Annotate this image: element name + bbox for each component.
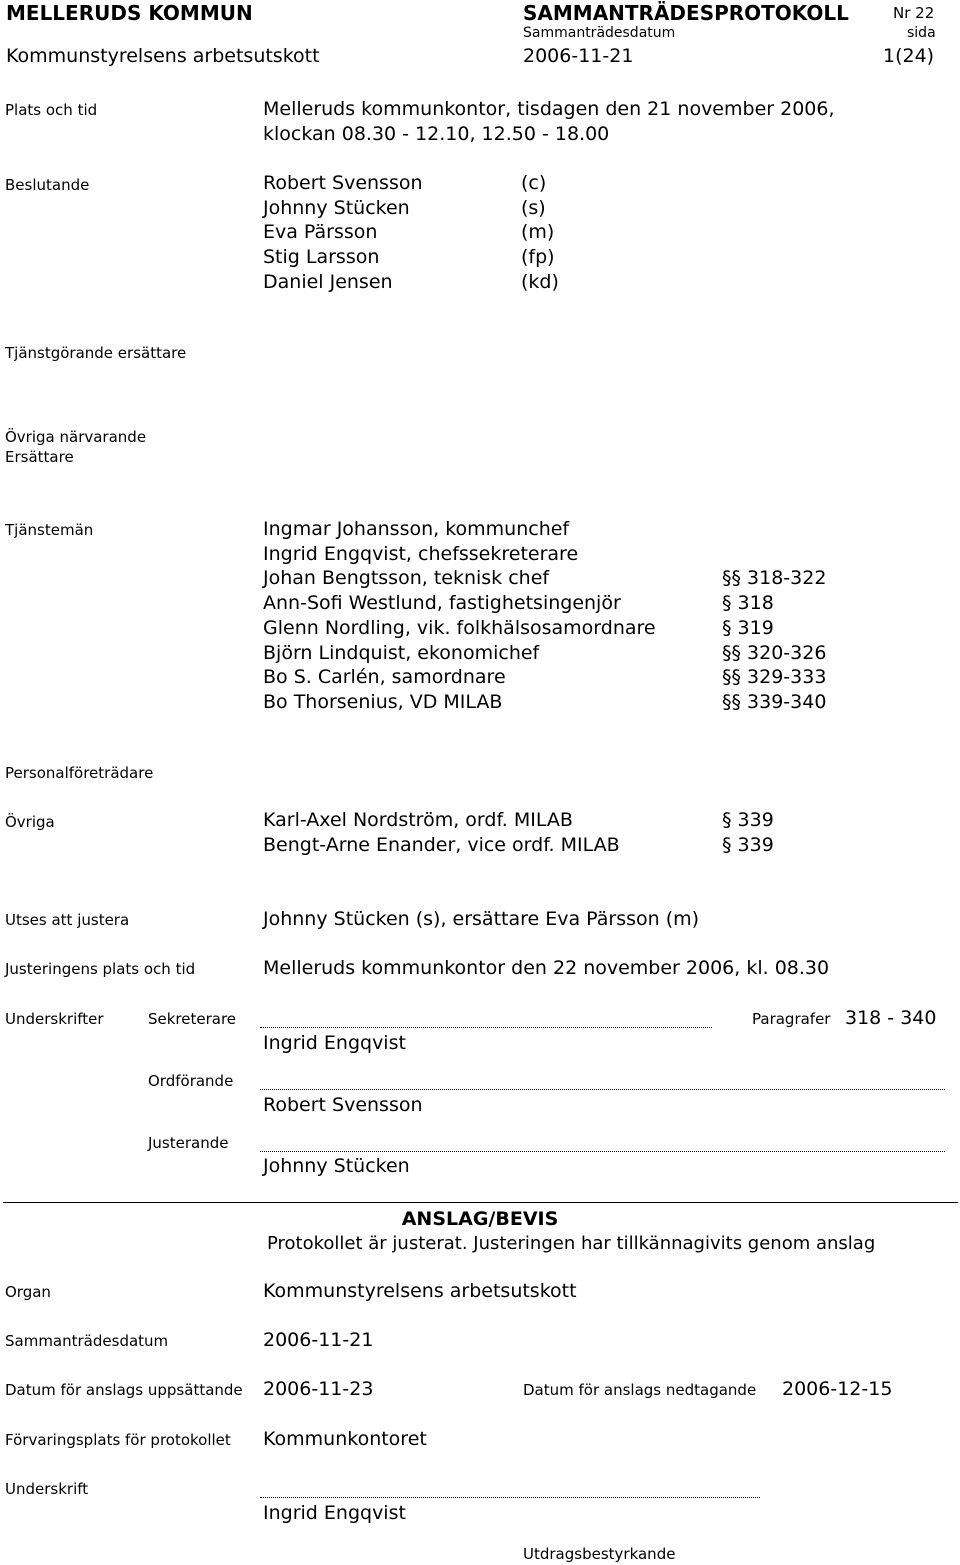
utses-value: Johnny Stücken (s), ersättare Eva Pärsson (m): [263, 908, 700, 930]
official-name: Bo Thorsenius, VD MILAB: [263, 691, 503, 713]
ovriga-narvarande-label: Övriga närvarande: [5, 428, 147, 446]
signature-line: [260, 1027, 712, 1028]
sekreterare-label: Sekreterare: [148, 1010, 237, 1028]
utses-label: Utses att justera: [5, 911, 130, 929]
date-label: Sammanträdesdatum: [523, 25, 676, 41]
member-name: Eva Pärsson: [263, 221, 378, 243]
beslutande-label: Beslutande: [5, 176, 90, 194]
member-party: (fp): [521, 246, 555, 268]
personal-label: Personalföreträdare: [5, 764, 154, 782]
forvaring-label: Förvaringsplats för protokollet: [5, 1431, 231, 1449]
doc-type: SAMMANTRÄDESPROTOKOLL: [523, 1, 849, 25]
organ-value: Kommunstyrelsens arbetsutskott: [263, 1280, 577, 1302]
official-name: Ingmar Johansson, kommunchef: [263, 518, 570, 540]
ovriga-label: Övriga: [5, 813, 55, 831]
sekreterare-name: Ingrid Engqvist: [263, 1032, 406, 1054]
signature-line: [260, 1151, 945, 1152]
organ-label: Organ: [5, 1283, 51, 1301]
sammantradesdatum-value: 2006-11-21: [263, 1329, 374, 1351]
plats-line-1: Melleruds kommunkontor, tisdagen den 21 november 2006,: [263, 98, 835, 120]
official-name: Ann-Sofi Westlund, fastighetsingenjör: [263, 592, 621, 614]
official-paragraph: §§ 329-333: [722, 666, 827, 688]
nedtagande-value: 2006-12-15: [782, 1378, 893, 1400]
uppsattande-label: Datum för anslags uppsättande: [5, 1381, 243, 1399]
member-party: (s): [521, 197, 546, 219]
justerande-label: Justerande: [148, 1134, 229, 1152]
section-divider: [3, 1202, 958, 1203]
anslag-title: ANSLAG/BEVIS: [401, 1208, 559, 1230]
member-name: Daniel Jensen: [263, 271, 393, 293]
member-name: Johnny Stücken: [263, 197, 410, 219]
ersattare-label: Ersättare: [5, 448, 74, 466]
org-name: MELLERUDS KOMMUN: [6, 1, 253, 25]
official-paragraph: §§ 339-340: [722, 691, 827, 713]
uppsattande-value: 2006-11-23: [263, 1378, 374, 1400]
tjanstgorande-label: Tjänstgörande ersättare: [5, 344, 187, 362]
member-party: (m): [521, 221, 555, 243]
member-name: Robert Svensson: [263, 172, 423, 194]
page-label: sida: [907, 25, 936, 41]
official-name: Björn Lindquist, ekonomichef: [263, 642, 540, 664]
member-name: Stig Larsson: [263, 246, 380, 268]
other-name: Karl-Axel Nordström, ordf. MILAB: [263, 809, 573, 831]
other-paragraph: § 339: [722, 834, 774, 856]
justering-value: Melleruds kommunkontor den 22 november 2006, kl. 08.30: [263, 957, 830, 979]
paragrafer-value: 318 - 340: [845, 1007, 937, 1029]
paragrafer-label: Paragrafer: [752, 1010, 831, 1028]
anslag-subtitle: Protokollet är justerat. Justeringen har tillkännagivits genom anslag: [267, 1233, 876, 1254]
official-name: Johan Bengtsson, teknisk chef: [263, 567, 550, 589]
official-paragraph: § 318: [722, 592, 774, 614]
official-name: Ingrid Engqvist, chefssekreterare: [263, 543, 579, 565]
ordforande-name: Robert Svensson: [263, 1094, 423, 1116]
utdragsbestyrkande-label: Utdragsbestyrkande: [523, 1545, 676, 1563]
ordforande-label: Ordförande: [148, 1072, 234, 1090]
signature-line: [260, 1497, 760, 1498]
underskrifter-label: Underskrifter: [5, 1010, 104, 1028]
justerande-name: Johnny Stücken: [263, 1155, 410, 1177]
official-paragraph: § 319: [722, 617, 774, 639]
signature-line: [260, 1089, 945, 1090]
member-party: (kd): [521, 271, 559, 293]
meeting-date: 2006-11-21: [523, 45, 634, 67]
member-party: (c): [521, 172, 547, 194]
other-paragraph: § 339: [722, 809, 774, 831]
plats-label: Plats och tid: [5, 101, 98, 119]
official-paragraph: §§ 320-326: [722, 642, 827, 664]
nedtagande-label: Datum för anslags nedtagande: [523, 1381, 757, 1399]
underskrift-name: Ingrid Engqvist: [263, 1502, 406, 1524]
page-number: 1(24): [883, 45, 935, 67]
underskrift-label: Underskrift: [5, 1480, 89, 1498]
official-paragraph: §§ 318-322: [722, 567, 827, 589]
tjansteman-label: Tjänstemän: [5, 521, 94, 539]
official-name: Glenn Nordling, vik. folkhälsosamordnare: [263, 617, 656, 639]
justering-label: Justeringens plats och tid: [5, 960, 196, 978]
body-name: Kommunstyrelsens arbetsutskott: [6, 45, 320, 67]
sammantradesdatum-label: Sammanträdesdatum: [5, 1332, 169, 1350]
forvaring-value: Kommunkontoret: [263, 1428, 427, 1450]
protocol-number: Nr 22: [893, 4, 935, 22]
other-name: Bengt-Arne Enander, vice ordf. MILAB: [263, 834, 620, 856]
plats-line-2: klockan 08.30 - 12.10, 12.50 - 18.00: [263, 123, 610, 145]
official-name: Bo S. Carlén, samordnare: [263, 666, 506, 688]
